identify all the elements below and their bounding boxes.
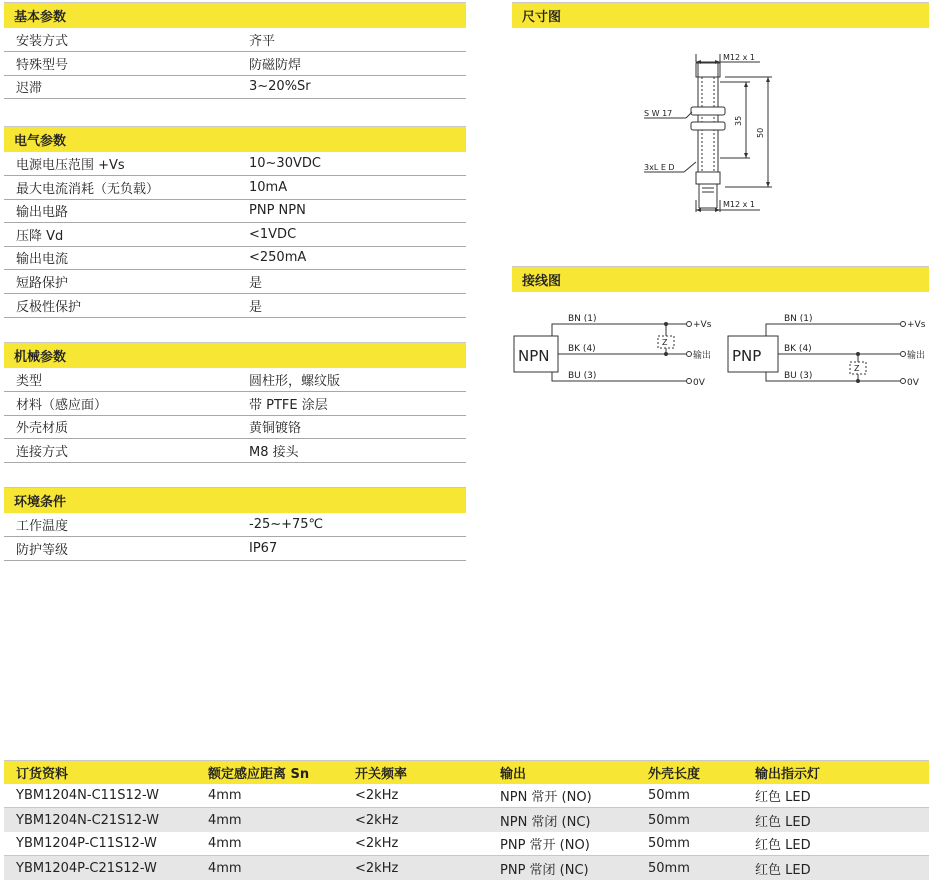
param-name: 最大电流消耗（无负载） (16, 181, 160, 197)
npn-0v: 0V (693, 378, 705, 388)
param-value: 圆柱形，螺纹版 (249, 374, 341, 389)
param-row (4, 270, 466, 294)
param-row (4, 415, 466, 439)
order-cell: YBM1204N-C11S12-W (16, 788, 160, 803)
param-value: <1VDC (249, 226, 297, 242)
pnp-out: 输出 (907, 351, 926, 361)
param-row (4, 176, 466, 200)
order-cell: <2kHz (355, 860, 399, 876)
thread-top-label: M12 x 1 (723, 53, 755, 62)
sw-label: S W 17 (644, 109, 673, 118)
param-row (4, 392, 466, 416)
param-row (4, 246, 466, 270)
param-row (4, 52, 466, 76)
npn-out: 输出 (693, 351, 712, 361)
mechanical-header (4, 342, 466, 368)
environment-header (4, 487, 466, 513)
order-cell: 红色 LED (755, 862, 811, 878)
wiring-diagram (508, 308, 936, 398)
param-value: -25~+75℃ (249, 517, 324, 532)
order-row (4, 784, 929, 808)
order-cell: <2kHz (355, 812, 399, 828)
order-cell: YBM1204P-C21S12-W (16, 860, 157, 876)
param-row (4, 513, 466, 537)
order-cell: 4mm (208, 836, 242, 851)
order-column-header: 订货资料 (16, 767, 69, 782)
param-name: 工作温度 (16, 519, 69, 534)
param-name: 输出电流 (16, 252, 69, 268)
order-cell: 4mm (208, 788, 242, 803)
dimensions-header (512, 2, 929, 28)
pnp-bn: BN (1) (784, 314, 813, 324)
param-name: 短路保护 (16, 276, 69, 291)
param-value: 10~30VDC (249, 156, 321, 171)
led-label: 3xL E D (644, 163, 675, 172)
param-row (4, 294, 466, 318)
pnp-bu: BU (3) (784, 371, 813, 381)
param-name: 材料（感应面） (16, 397, 108, 413)
param-row (4, 439, 466, 463)
order-column-header: 输出 (500, 767, 527, 782)
basic-title: 基本参数 (14, 10, 67, 25)
pnp-z: Z (854, 364, 860, 373)
order-cell: <2kHz (355, 836, 399, 851)
order-cell: 4mm (208, 860, 242, 876)
electrical-header (4, 126, 466, 152)
order-column-header: 外壳长度 (648, 767, 701, 782)
param-name: 迟滞 (16, 81, 43, 97)
order-cell: 4mm (208, 812, 242, 828)
order-cell: 50mm (648, 788, 690, 803)
param-name: 输出电路 (16, 205, 69, 221)
order-cell: PNP 常闭 (NC) (500, 862, 589, 878)
param-name: 类型 (16, 374, 43, 389)
param-name: 特殊型号 (16, 57, 69, 73)
pnp-bk: BK (4) (784, 344, 812, 354)
npn-bu: BU (3) (568, 371, 597, 381)
param-row (4, 28, 466, 52)
param-value: 是 (249, 299, 263, 315)
order-cell: YBM1204N-C21S12-W (16, 812, 160, 828)
param-value: <250mA (249, 250, 307, 266)
param-value: M8 接头 (249, 444, 299, 460)
order-cell: 红色 LED (755, 838, 811, 853)
dim-50-label: 50 (756, 127, 765, 138)
npn-bn: BN (1) (568, 314, 597, 324)
order-column-header: 开关频率 (355, 767, 408, 782)
order-cell: PNP 常开 (NO) (500, 838, 590, 853)
order-header (4, 760, 929, 784)
order-cell: NPN 常开 (NO) (500, 790, 592, 805)
param-name: 连接方式 (16, 444, 69, 460)
param-row (4, 75, 466, 99)
param-row (4, 199, 466, 223)
npn-bk: BK (4) (568, 344, 596, 354)
basic-header (4, 2, 466, 28)
order-cell: YBM1204P-C11S12-W (16, 836, 157, 851)
wiring-title: 接线图 (522, 274, 562, 289)
param-value: 是 (249, 276, 263, 291)
thread-bottom-label: M12 x 1 (723, 200, 755, 209)
param-value: IP67 (249, 540, 278, 556)
order-cell: NPN 常闭 (NC) (500, 814, 591, 830)
order-cell: 50mm (648, 836, 690, 851)
param-name: 压降 Vd (16, 228, 64, 244)
order-row (4, 832, 929, 856)
order-cell: 红色 LED (755, 814, 811, 830)
mechanical-title: 机械参数 (14, 350, 67, 365)
order-cell: <2kHz (355, 788, 399, 803)
param-row (4, 223, 466, 247)
order-row (4, 856, 929, 880)
param-value: 3~20%Sr (249, 79, 311, 95)
param-row (4, 537, 466, 561)
param-name: 外壳材质 (16, 421, 69, 437)
order-cell: 50mm (648, 860, 690, 876)
param-value: 10mA (249, 179, 288, 195)
npn-vs: +Vs (693, 320, 712, 330)
param-value: 齐平 (249, 34, 276, 49)
electrical-title: 电气参数 (14, 134, 67, 149)
param-value: PNP NPN (249, 203, 306, 219)
param-name: 安装方式 (16, 34, 69, 49)
pnp-label: PNP (732, 347, 762, 365)
param-row (4, 152, 466, 176)
param-row (4, 368, 466, 392)
order-column-header: 额定感应距离 Sn (208, 767, 310, 782)
param-name: 反极性保护 (16, 299, 82, 315)
order-row (4, 808, 929, 832)
param-value: 防磁防焊 (249, 57, 302, 73)
order-column-header: 输出指示灯 (755, 767, 821, 782)
param-name: 电源电压范围 +Vs (16, 158, 125, 173)
param-value: 带 PTFE 涂层 (249, 397, 328, 413)
pnp-0v: 0V (907, 378, 919, 388)
order-cell: 红色 LED (755, 790, 811, 805)
param-name: 防护等级 (16, 542, 69, 558)
dimension-drawing (630, 50, 790, 220)
dimensions-title: 尺寸图 (522, 10, 562, 25)
order-cell: 50mm (648, 812, 690, 828)
dim-35-label: 35 (734, 115, 743, 126)
param-value: 黄铜镀铬 (249, 421, 302, 437)
environment-title: 环境条件 (14, 495, 67, 510)
wiring-header (512, 266, 929, 292)
pnp-vs: +Vs (907, 320, 926, 330)
npn-z: Z (662, 338, 668, 347)
npn-label: NPN (518, 347, 550, 365)
